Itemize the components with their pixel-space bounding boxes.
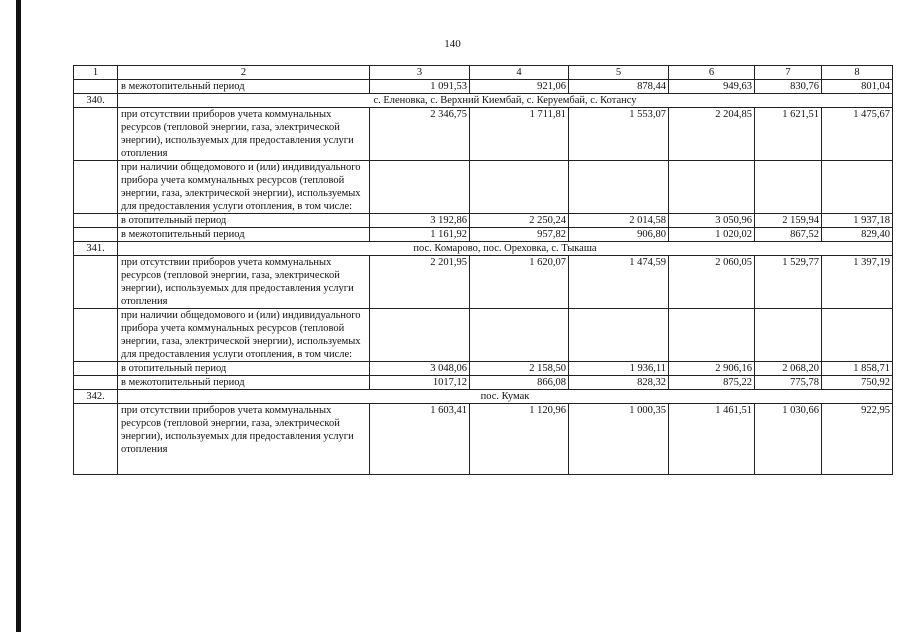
value-cell: 1 529,77	[755, 256, 822, 309]
value-cell: 1 621,51	[755, 108, 822, 161]
column-number-row	[74, 66, 893, 80]
value-cell	[822, 309, 893, 362]
value-cell	[755, 161, 822, 214]
value-cell: 775,78	[755, 376, 822, 390]
value-cell: 2 060,05	[669, 256, 755, 309]
value-cell	[669, 309, 755, 362]
value-cell: 1 474,59	[569, 256, 669, 309]
row-label: при наличии общедомового и (или) индивидуального прибора учета коммунальных ресурсов (тепловой энергии, газа, электрической энергии), используемых для предоставления услуги отопления, в том числе:	[118, 309, 370, 362]
row-label: при отсутствии приборов учета коммунальных ресурсов (тепловой энергии, газа, электрической энергии), используемых для предоставления услуги отопления	[118, 404, 370, 475]
value-cell: 867,52	[755, 228, 822, 242]
value-cell: 3 050,96	[669, 214, 755, 228]
value-cell: 2 014,58	[569, 214, 669, 228]
row-number-cell	[74, 161, 118, 214]
table-row	[74, 376, 893, 390]
value-cell: 921,06	[470, 80, 569, 94]
value-cell: 1 161,92	[370, 228, 470, 242]
table-row	[74, 362, 893, 376]
value-cell: 906,80	[569, 228, 669, 242]
value-cell: 2 201,95	[370, 256, 470, 309]
row-label: при наличии общедомового и (или) индивидуального прибора учета коммунальных ресурсов (тепловой энергии, газа, электрической энергии), используемых для предоставления услуги отопления, в том числе:	[118, 161, 370, 214]
column-header: 8	[822, 66, 893, 80]
value-cell: 828,32	[569, 376, 669, 390]
value-cell: 1 020,02	[669, 228, 755, 242]
value-cell: 1 603,41	[370, 404, 470, 475]
value-cell	[569, 161, 669, 214]
row-label: в отопительный период	[118, 362, 370, 376]
tariff-table	[73, 65, 893, 475]
table-row	[74, 108, 893, 161]
value-cell: 922,95	[822, 404, 893, 475]
column-header: 6	[669, 66, 755, 80]
row-number-cell	[74, 108, 118, 161]
row-number-cell: 340.	[74, 94, 118, 108]
value-cell	[470, 161, 569, 214]
value-cell: 1 553,07	[569, 108, 669, 161]
value-cell	[755, 309, 822, 362]
value-cell: 878,44	[569, 80, 669, 94]
value-cell: 866,08	[470, 376, 569, 390]
column-header: 1	[74, 66, 118, 80]
row-number-cell	[74, 80, 118, 94]
value-cell: 1 091,53	[370, 80, 470, 94]
value-cell: 2 158,50	[470, 362, 569, 376]
value-cell	[669, 161, 755, 214]
value-cell: 1 858,71	[822, 362, 893, 376]
value-cell: 2 204,85	[669, 108, 755, 161]
value-cell: 957,82	[470, 228, 569, 242]
value-cell	[370, 161, 470, 214]
locality-row	[74, 94, 893, 108]
value-cell: 830,76	[755, 80, 822, 94]
locality-title: с. Еленовка, с. Верхний Киембай, с. Керуембай, с. Котансу	[118, 94, 893, 108]
value-cell: 2 068,20	[755, 362, 822, 376]
table-row	[74, 228, 893, 242]
row-number-cell: 341.	[74, 242, 118, 256]
value-cell: 1 620,07	[470, 256, 569, 309]
value-cell: 1 475,67	[822, 108, 893, 161]
value-cell	[470, 309, 569, 362]
value-cell: 2 906,16	[669, 362, 755, 376]
page-number: 140	[444, 38, 461, 50]
row-number-cell	[74, 309, 118, 362]
value-cell: 2 159,94	[755, 214, 822, 228]
row-number-cell	[74, 256, 118, 309]
value-cell: 1 936,11	[569, 362, 669, 376]
value-cell: 3 192,86	[370, 214, 470, 228]
value-cell: 1 120,96	[470, 404, 569, 475]
value-cell: 801,04	[822, 80, 893, 94]
table-row	[74, 404, 893, 475]
column-header: 7	[755, 66, 822, 80]
row-label: в межотопительный период	[118, 376, 370, 390]
column-header: 4	[470, 66, 569, 80]
value-cell: 1 461,51	[669, 404, 755, 475]
row-label: в межотопительный период	[118, 228, 370, 242]
row-number-cell	[74, 404, 118, 475]
row-number-cell: 342.	[74, 390, 118, 404]
table-row	[74, 214, 893, 228]
value-cell: 1 000,35	[569, 404, 669, 475]
scan-edge-bar	[16, 0, 21, 632]
value-cell: 1 397,19	[822, 256, 893, 309]
column-header: 3	[370, 66, 470, 80]
row-label: при отсутствии приборов учета коммунальных ресурсов (тепловой энергии, газа, электрической энергии), используемых для предоставления услуги отопления	[118, 108, 370, 161]
value-cell	[370, 309, 470, 362]
locality-title: пос. Комарово, пос. Ореховка, с. Тыкаша	[118, 242, 893, 256]
table-row	[74, 309, 893, 362]
table-row	[74, 161, 893, 214]
locality-row	[74, 390, 893, 404]
row-label: в отопительный период	[118, 214, 370, 228]
value-cell: 3 048,06	[370, 362, 470, 376]
table-row	[74, 256, 893, 309]
row-number-cell	[74, 214, 118, 228]
row-number-cell	[74, 228, 118, 242]
value-cell: 875,22	[669, 376, 755, 390]
value-cell: 1 711,81	[470, 108, 569, 161]
value-cell: 1 030,66	[755, 404, 822, 475]
value-cell	[569, 309, 669, 362]
column-header: 5	[569, 66, 669, 80]
column-header: 2	[118, 66, 370, 80]
value-cell	[822, 161, 893, 214]
row-label: при отсутствии приборов учета коммунальных ресурсов (тепловой энергии, газа, электрической энергии), используемых для предоставления услуги отопления	[118, 256, 370, 309]
locality-title: пос. Кумак	[118, 390, 893, 404]
value-cell: 1017,12	[370, 376, 470, 390]
value-cell: 949,63	[669, 80, 755, 94]
value-cell: 1 937,18	[822, 214, 893, 228]
row-label: в межотопительный период	[118, 80, 370, 94]
value-cell: 829,40	[822, 228, 893, 242]
value-cell: 750,92	[822, 376, 893, 390]
row-number-cell	[74, 362, 118, 376]
value-cell: 2 346,75	[370, 108, 470, 161]
value-cell: 2 250,24	[470, 214, 569, 228]
row-number-cell	[74, 376, 118, 390]
locality-row	[74, 242, 893, 256]
table-row	[74, 80, 893, 94]
